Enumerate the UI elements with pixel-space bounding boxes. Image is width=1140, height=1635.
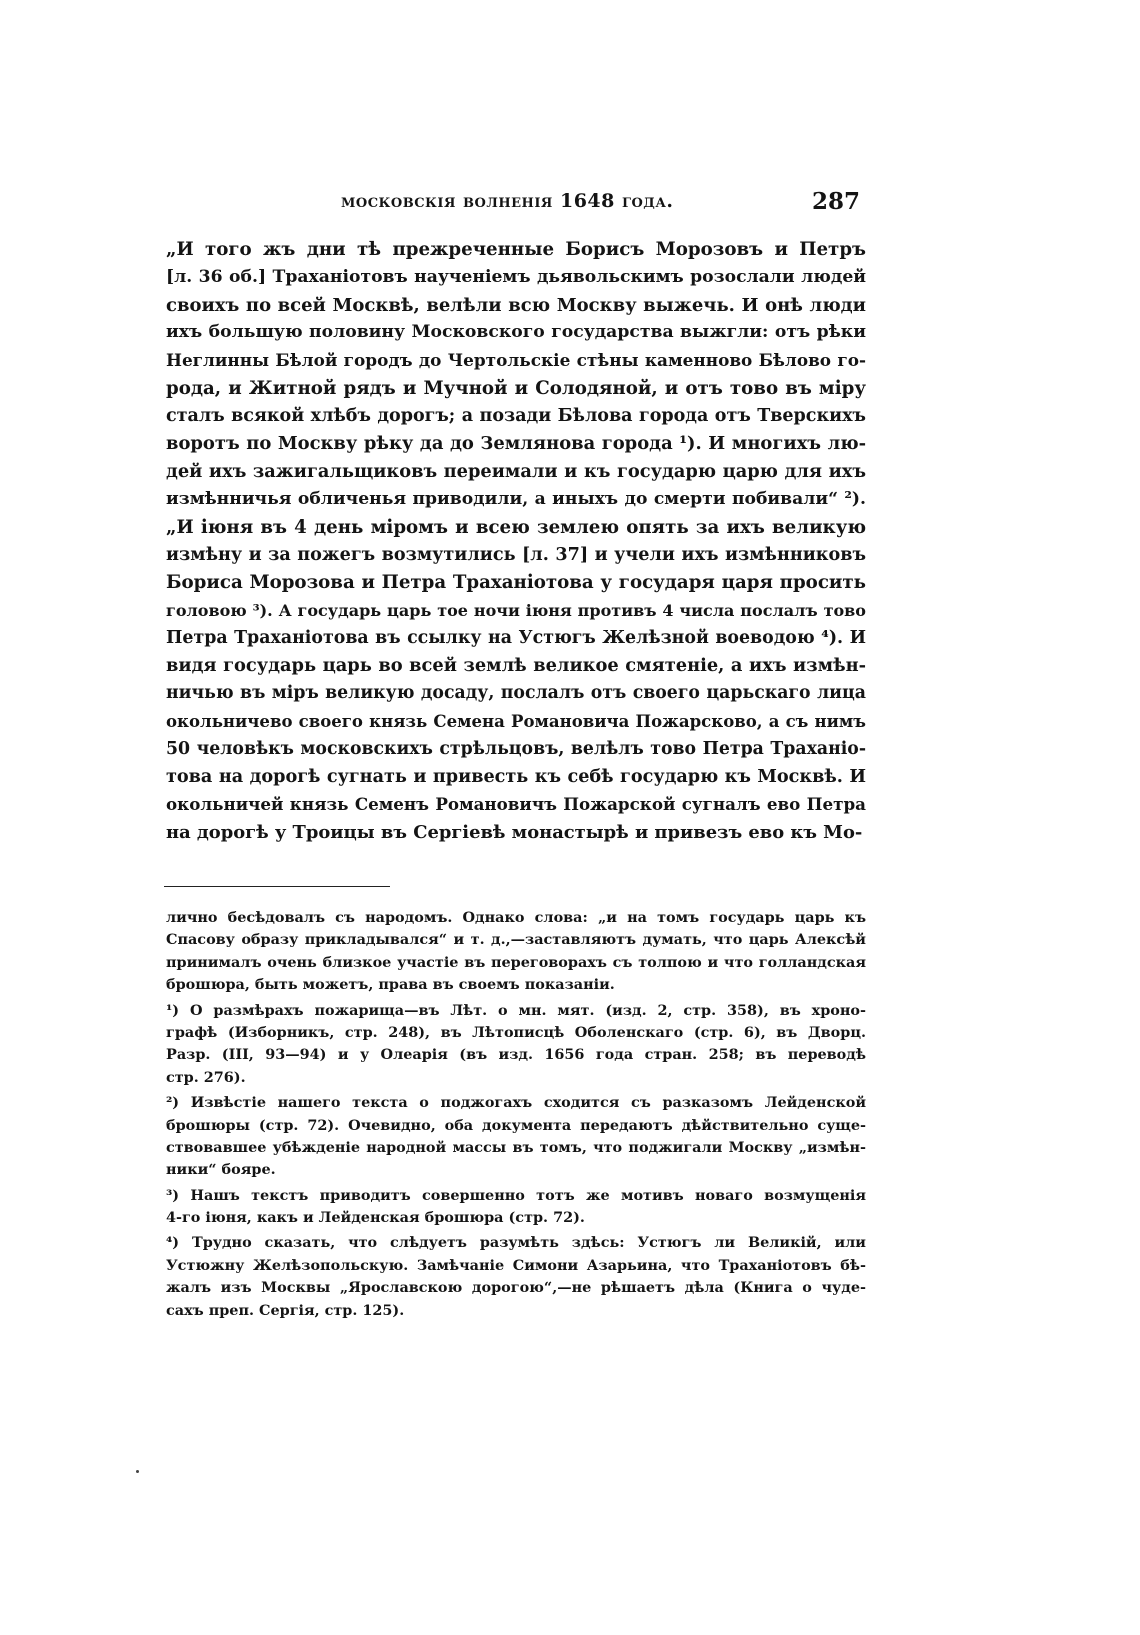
text-line: ничью въ міръ великую досаду, послалъ отъ своего царьскаго лица (166, 683, 866, 703)
page-header (166, 188, 860, 222)
footnote-line: 4-го іюня, какъ и Лейденская брошюра (стр. 72). (166, 1209, 585, 1227)
main-text (166, 236, 866, 847)
footnote-continuation (166, 907, 866, 997)
text-line: дей ихъ зажигальщиковъ переимали и къ государю царю для ихъ (166, 461, 866, 482)
footnote-line: Устюжну Желѣзопольскую. Замѣчаніе Симони Азарьина, что Траханіотовъ бѣ- (166, 1256, 866, 1274)
text-line: своихъ по всей Москвѣ, велѣли всю Москву выжечь. И онѣ люди (166, 294, 866, 316)
footnote-line: ¹) О размѣрахъ пожарища—въ Лѣт. о мн. мят. (изд. 2, стр. 358), въ хроно- (166, 1001, 866, 1019)
text-line: [л. 36 об.] Траханіотовъ наученіемъ дьявольскимъ розослали людей (166, 266, 866, 287)
footnote-line: стр. 276). (166, 1068, 246, 1086)
footnote-line: ники“ бояре. (166, 1161, 276, 1179)
text-line: измѣнничья обличенья приводили, а иныхъ до смерти побивали“ ²). (166, 488, 866, 509)
footnote-4 (166, 1232, 866, 1322)
footnote-line: принималъ очень близкое участіе въ переговорахъ съ толпою и что голландская (166, 953, 866, 971)
text-line: „И іюня въ 4 день міромъ и всею землею опять за ихъ великую (166, 516, 866, 538)
footnote-line: Спасову образу прикладывался“ и т. д.,—заставляютъ думать, что царь Алексѣй (166, 931, 866, 949)
text-line: Петра Траханіотова въ ссылку на Устюгъ Желѣзной воеводою ⁴). И (166, 627, 866, 648)
footnote-line: брошюра, быть можетъ, права въ своемъ показаніи. (166, 976, 615, 994)
footnote-line: жалъ изъ Москвы „Ярославскою дорогою“,—не рѣшаетъ дѣла (Книга о чуде- (166, 1279, 866, 1297)
scan-speck (136, 1470, 139, 1473)
footnote-2 (166, 1092, 866, 1182)
text-line: 50 человѣкъ московскихъ стрѣльцовъ, велѣлъ тово Петра Траханіо- (166, 738, 866, 759)
text-line: „И того жъ дни тѣ прежреченные Борисъ Морозовъ и Петръ (166, 239, 866, 260)
footnote-line: ²) Извѣстіе нашего текста о поджогахъ сходится съ разказомъ Лейденской (166, 1094, 866, 1112)
text-line: окольничево своего князь Семена Романовича Пожарсково, а съ нимъ (166, 710, 866, 731)
running-title: московскія волненія 1648 года. (341, 190, 674, 212)
text-line: Бориса Морозова и Петра Траханіотова у государя царя просить (166, 572, 866, 593)
footnote-divider (164, 886, 390, 887)
text-line: рода, и Житной рядъ и Мучной и Солодяной, и отъ тово въ міру (166, 377, 866, 399)
text-line: сталъ всякой хлѣбъ дорогъ; а позади Бѣлова города отъ Тверскихъ (166, 405, 866, 426)
footnote-line: сахъ преп. Сергія, стр. 125). (166, 1301, 405, 1319)
footnote-line: лично бесѣдовалъ съ народомъ. Однако слова: „и на томъ государь царь къ (166, 909, 866, 926)
footnote-line: графѣ (Изборникъ, стр. 248), въ Лѣтописцѣ Оболенскаго (стр. 6), въ Дворц. (166, 1023, 866, 1041)
footnotes (166, 907, 866, 1322)
text-line: измѣну и за пожегъ возмутились [л. 37] и учели ихъ измѣнниковъ (166, 544, 866, 566)
text-line: окольничей князь Семенъ Романовичъ Пожарской сугналъ ево Петра (166, 794, 866, 814)
footnote-line: ствовавшее убѣжденіе народной массы въ томъ, что поджигали Москву „измѣн- (166, 1138, 866, 1156)
footnote-line: ⁴) Трудно сказать, что слѣдуетъ разумѣть здѣсь: Устюгъ ли Великій, или (166, 1234, 866, 1252)
text-line: видя государь царь во всей землѣ великое смятеніе, а ихъ измѣн- (166, 655, 866, 677)
text-line: Неглинны Бѣлой городъ до Чертольскіе стѣны каменново Бѣлово го- (166, 350, 866, 370)
page-number: 287 (811, 188, 860, 215)
text-line: ихъ большую половину Московского государства выжгли: отъ рѣки (166, 322, 866, 343)
text-line: на дорогѣ у Троицы въ Сергіевѣ монастырѣ и привезъ ево къ Мо- (166, 821, 863, 843)
footnote-line: брошюры (стр. 72). Очевидно, оба документа передаютъ дѣйствительно суще- (166, 1116, 866, 1134)
footnote-line: ³) Нашъ текстъ приводитъ совершенно тотъ же мотивъ новаго возмущенія (166, 1186, 866, 1204)
footnote-3 (166, 1185, 866, 1230)
text-line: воротъ по Москву рѣку да до Землянова города ¹). И многихъ лю- (166, 433, 866, 455)
text-line: това на дорогѣ сугнать и привесть къ себѣ государю къ Москвѣ. И (166, 766, 866, 788)
footnote-1 (166, 1000, 866, 1090)
footnote-line: Разр. (III, 93—94) и у Олеарія (въ изд. 1656 года стран. 258; въ переводѣ (166, 1046, 866, 1064)
text-line: головою ³). А государь царь тое ночи іюня противъ 4 числа послалъ тово (166, 600, 866, 620)
